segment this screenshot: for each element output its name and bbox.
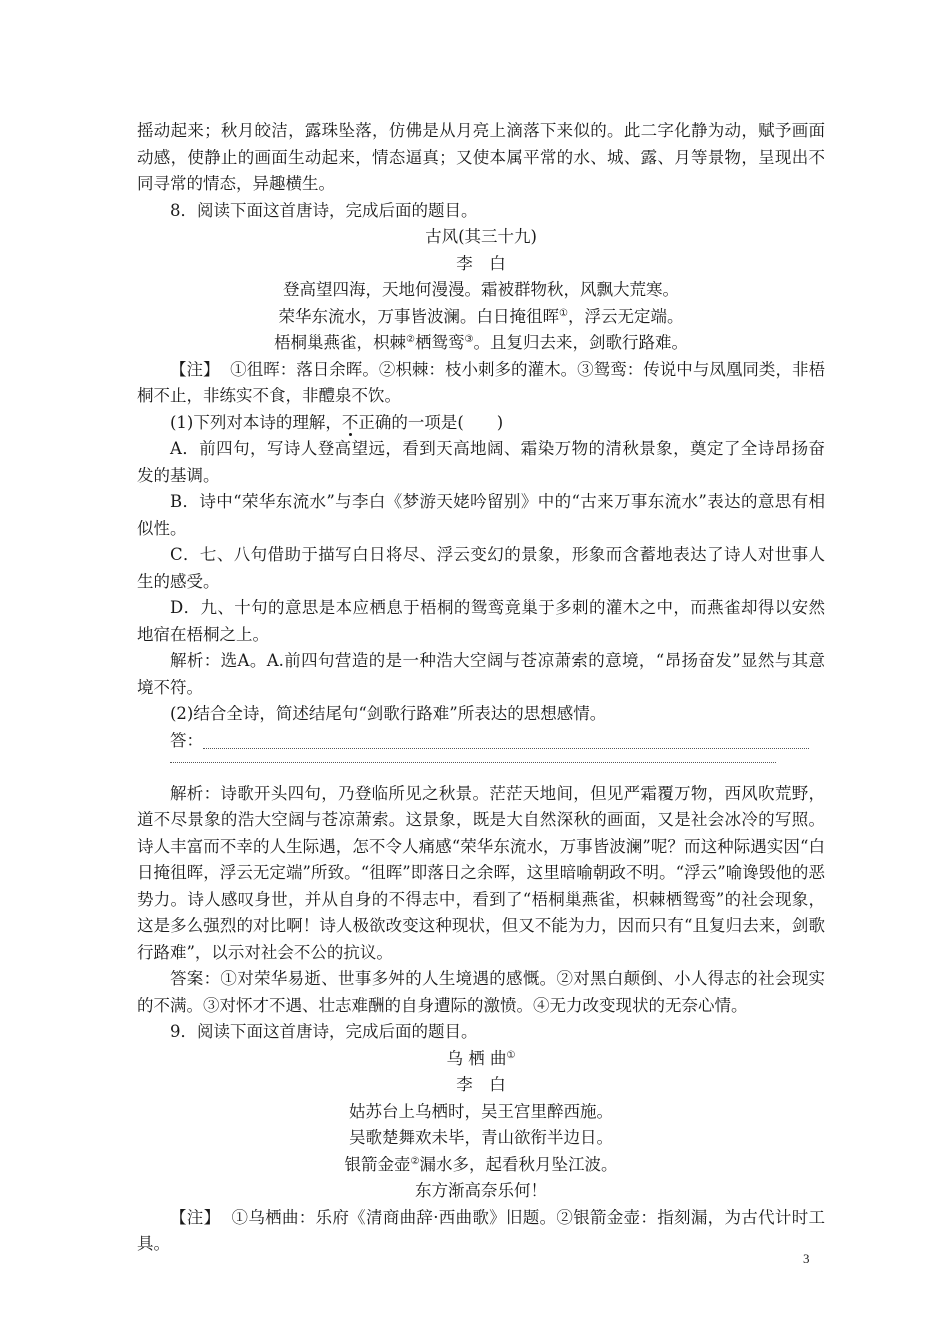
- q8-answer: 答案：①对荣华易逝、世事多舛的人生境遇的感慨。②对黑白颠倒、小人得志的社会现实的不满。③对怀才不遇、壮志难酬的自身遭际的激愤。④无力改变现状的无奈心情。: [137, 969, 825, 1015]
- page-content: [137, 118, 825, 1258]
- q8-note: 【注】 ①徂晖：落日余晖。②枳棘：枝小刺多的灌木。③鸳鸾：传说中与凤凰同类，非梧桐不止，非练实不食，非醴泉不饮。: [137, 359, 825, 405]
- q8-stem: 8．阅读下面这首唐诗，完成后面的题目。: [170, 200, 478, 220]
- q8-poem-line: 梧桐巢燕雀，枳棘②栖鸳鸾③。且复归去来，剑歌行路难。: [274, 333, 688, 352]
- q8-option-b: B．诗中“荣华东流水”与李白《梦游天姥吟留别》中的“古来万事东流水”表达的意思有相似性。: [137, 492, 825, 538]
- q8-poem-line: 登高望四海，天地何漫漫。霜被群物秋，风飘大荒寒。: [283, 280, 679, 299]
- q8-option-a: A．前四句，写诗人登高望远，看到天高地阔、霜染万物的清秋景象，奠定了全诗昂扬奋发的基调。: [137, 439, 825, 485]
- answer-line: [170, 762, 776, 763]
- q8-option-d: D．九、十句的意思是本应栖息于梧桐的鸳鸾竟巢于多刺的灌木之中，而燕雀却得以安然地宿在梧桐之上。: [137, 598, 825, 644]
- q9-poem-line: 银箭金壶②漏水多，起看秋月坠江波。: [344, 1154, 618, 1174]
- answer-label: 答：: [170, 730, 203, 750]
- answer-blank-line-2: [137, 754, 825, 781]
- q9-poem-line: 吴歌楚舞欢未毕，青山欲衔半边日。: [349, 1128, 613, 1147]
- q8-poem-title: 古风(其三十九): [425, 227, 537, 246]
- q9-poem-title: 乌 栖 曲①: [446, 1048, 516, 1068]
- answer-blank: [137, 728, 825, 755]
- q8-poem-line: 荣华东流水，万事皆波澜。白日掩徂晖①，浮云无定端。: [278, 306, 684, 326]
- q9-poem-line: 姑苏台上乌栖时，吴王宫里醉西施。: [349, 1101, 613, 1121]
- q8-sub2-question: (2)结合全诗，简述结尾句“剑歌行路难”所表达的思想感情。: [170, 704, 607, 723]
- q8-option-c: C．七、八句借助于描写白日将尽、浮云变幻的景象，形象而含蓄地表达了诗人对世事人生的感受。: [137, 545, 825, 591]
- q8-analysis-2: 解析：诗歌开头四句，乃登临所见之秋景。茫茫天地间，但见严霜覆万物，西风吹荒野，道不尽景象的浩大空阔与苍凉萧索。这景象，既是大自然深秋的画面，又是社会冰冷的写照。诗人丰富而不幸的人生际遇，怎不令人痛感“荣华东流水，万事皆波澜”呢？而这种际遇实因“白日掩徂晖，浮云无定端”所致。“徂晖”即落日之余晖，这里暗喻朝政不明。“浮云”喻谗毁他的恶势力。诗人感叹身世，并从自身的不得志中，看到了“梧桐巢燕雀，枳棘栖鸳鸾”的社会现象，这是多么强烈的对比啊！诗人极欲改变这种现状，但又不能为力，因而只有“且复归去来，剑歌行路难”，以示对社会不公的抗议。: [137, 783, 825, 962]
- q9-poem-line: 东方渐高奈乐何！: [415, 1181, 547, 1200]
- q9-stem: 9．阅读下面这首唐诗，完成后面的题目。: [170, 1022, 478, 1041]
- q9-note: 【注】 ①乌栖曲：乐府《清商曲辞·西曲歌》旧题。②银箭金壶：指刻漏，为古代计时工具。: [137, 1207, 825, 1253]
- q8-sub1-question: (1)下列对本诗的理解，不正确的一项是( ): [170, 412, 504, 432]
- q9-poem-author: 李 白: [456, 1075, 506, 1094]
- page-number: 3: [803, 1251, 810, 1266]
- answer-line: [203, 748, 809, 749]
- intro-paragraph: 摇动起来；秋月皎洁，露珠坠落，仿佛是从月亮上滴落下来似的。此二字化静为动，赋予画面动感，使静止的画面生动起来，情态逼真；又使本属平常的水、城、露、月等景物，呈现出不同寻常的情态，异趣横生。: [137, 121, 825, 193]
- q8-analysis-1: 解析：选A。A.前四句营造的是一种浩大空阔与苍凉萧索的意境，“昂扬奋发”显然与其意境不符。: [137, 651, 825, 697]
- q8-poem-author: 李 白: [456, 253, 506, 273]
